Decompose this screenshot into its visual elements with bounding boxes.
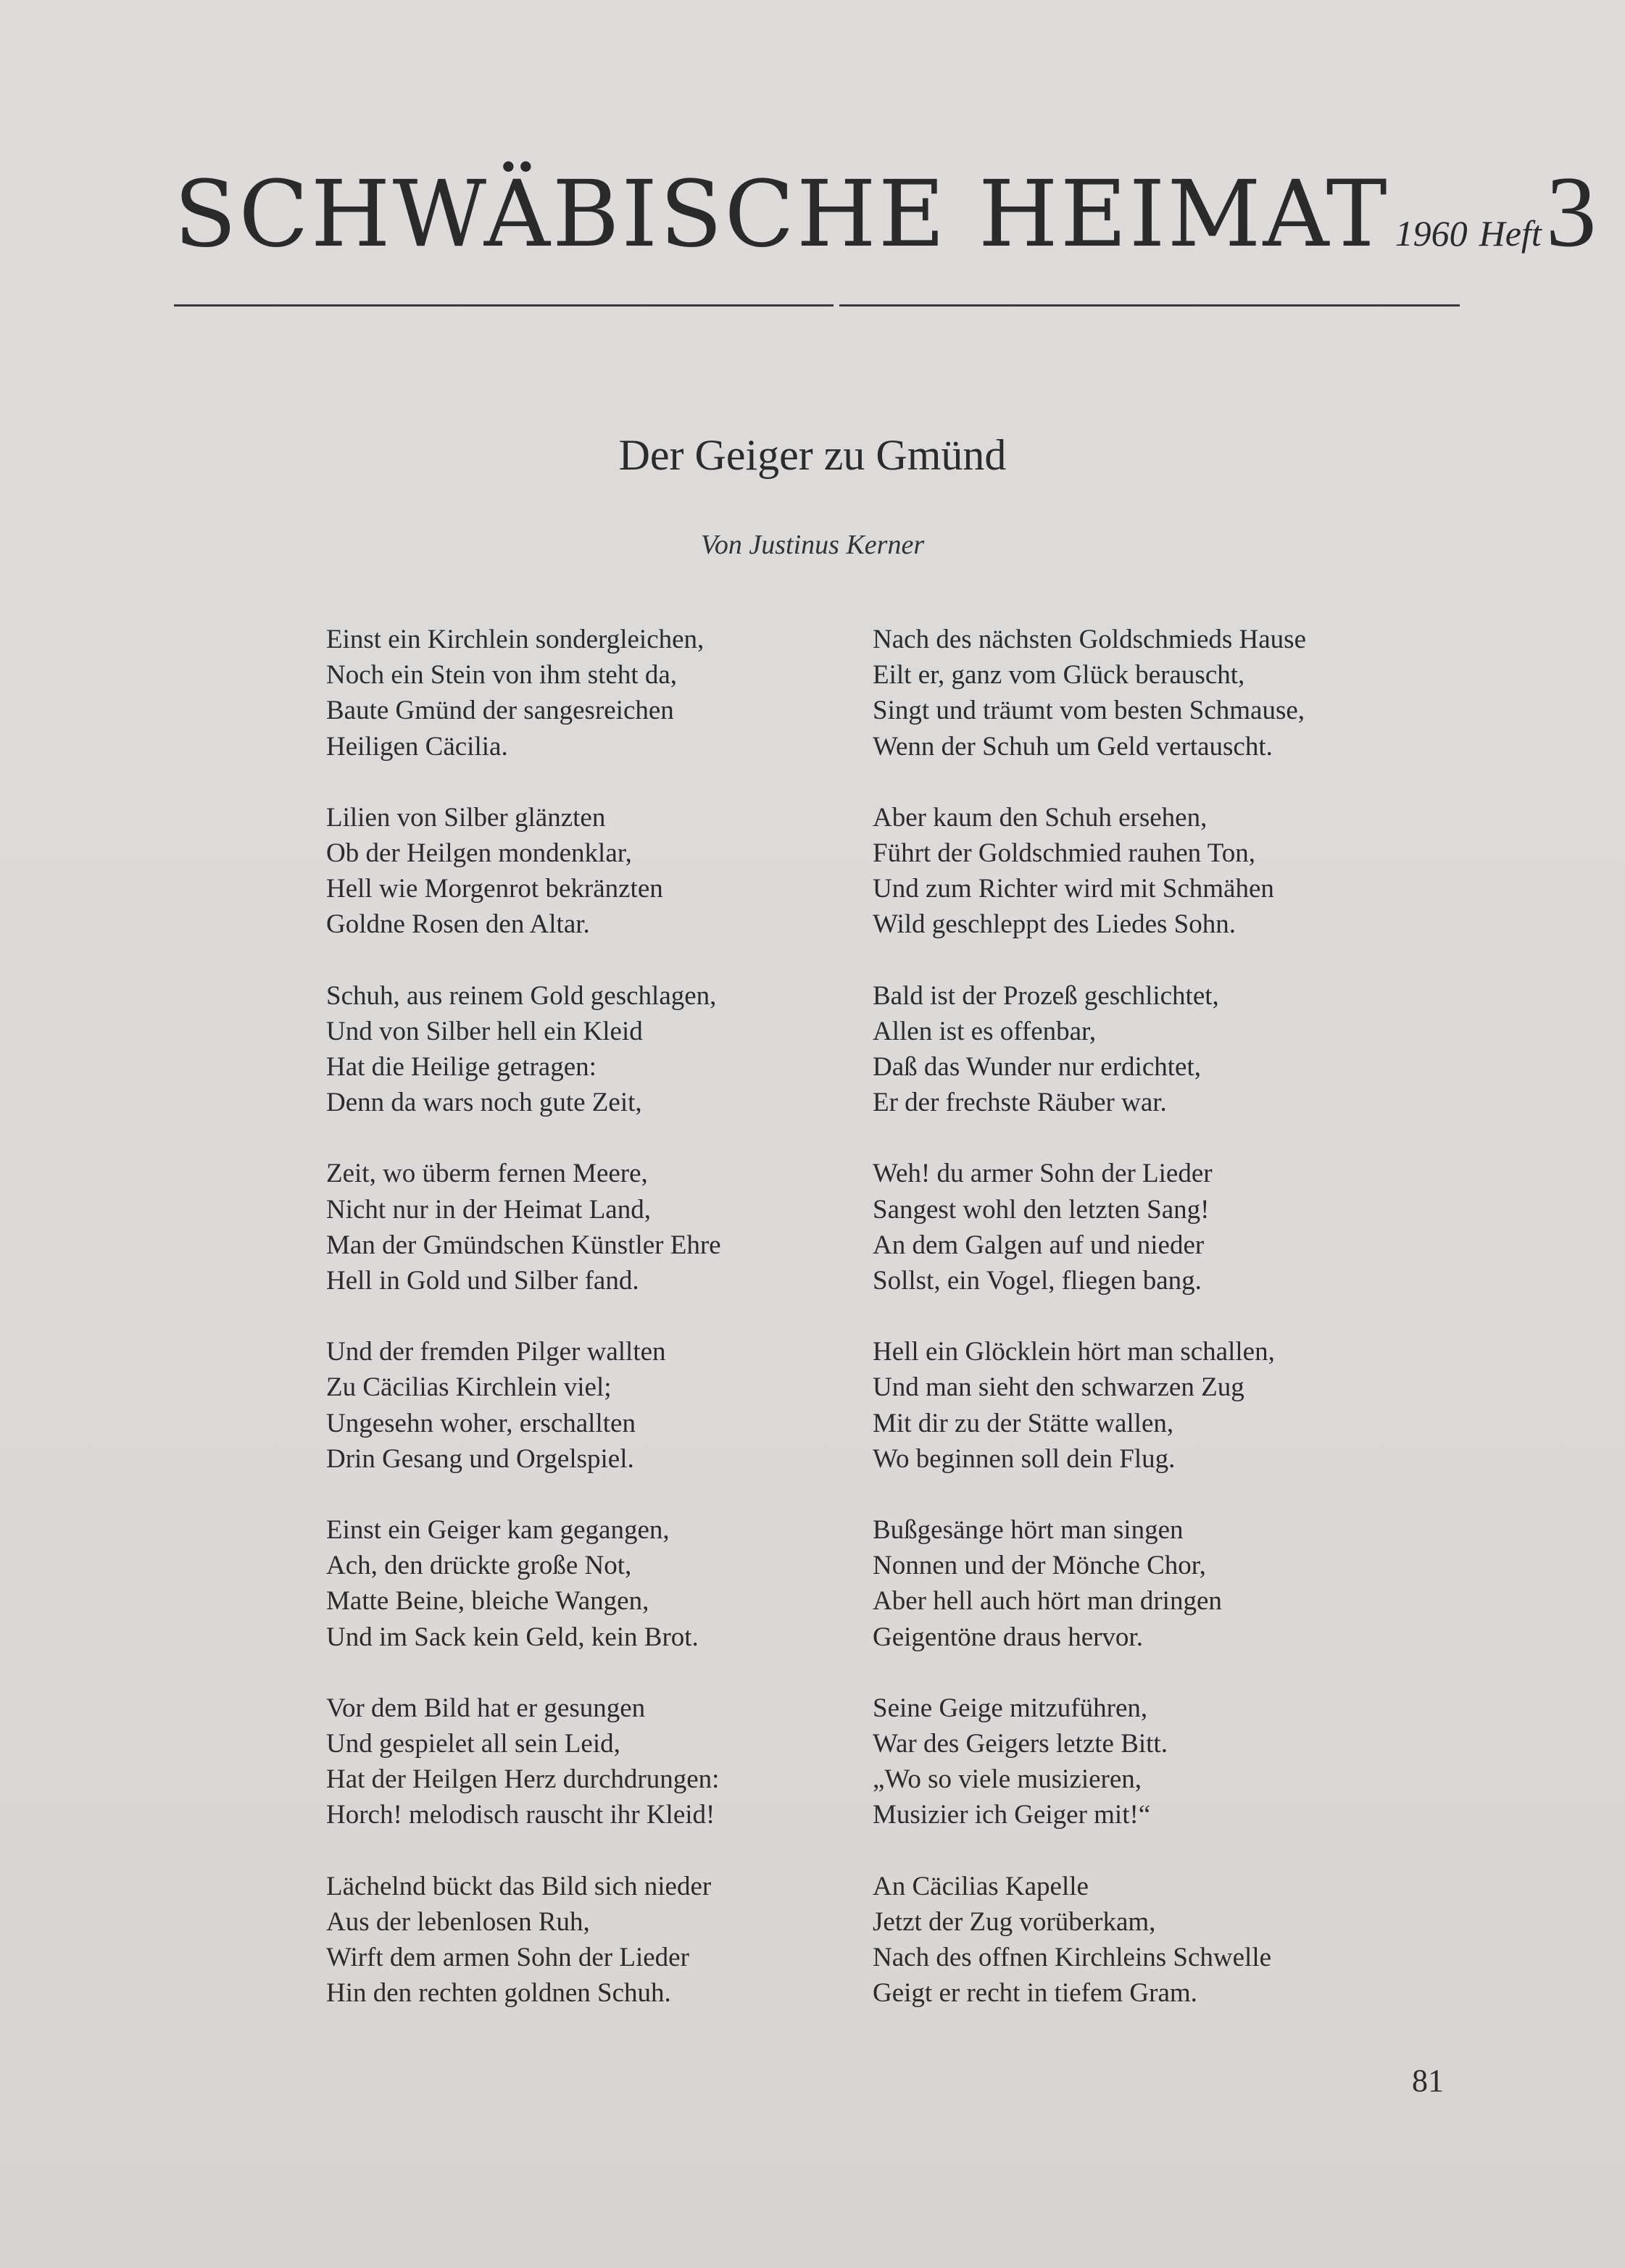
verse-line: Lächelnd bückt das Bild sich nieder <box>326 1871 712 1901</box>
stanza <box>873 1334 1452 1477</box>
verse-line: Goldne Rosen den Altar. <box>326 909 590 940</box>
verse-line: Schuh, aus reinem Gold geschlagen, <box>326 980 717 1011</box>
verse-line: Hat die Heilige getragen: <box>326 1052 597 1083</box>
stanza <box>326 1156 906 1298</box>
verse-line: Wild geschleppt des Liedes Sohn. <box>873 909 1236 940</box>
verse-line: Nach des nächsten Goldschmieds Hause <box>873 625 1306 654</box>
issue-label: Heft <box>1479 213 1542 254</box>
verse-line: Und man sieht den schwarzen Zug <box>873 1372 1244 1403</box>
stanza <box>873 978 1452 1121</box>
verse-line: Und im Sack kein Geld, kein Brot. <box>326 1622 699 1652</box>
issue-year: 1960 <box>1395 213 1468 254</box>
stanza <box>326 1512 906 1655</box>
stanza <box>873 1690 1452 1833</box>
verse-line: Wirft dem armen Sohn der Lieder <box>326 1943 689 1973</box>
verse-line: Horch! melodisch rauscht ihr Kleid! <box>326 1800 715 1830</box>
stanza <box>326 1869 906 2011</box>
verse-line: Wo beginnen soll dein Flug. <box>873 1443 1176 1474</box>
verse-line: Hell ein Glöcklein hört man schallen, <box>873 1337 1275 1367</box>
verse-line: Jetzt der Zug vorüberkam, <box>873 1906 1156 1937</box>
verse-line: Führt der Goldschmied rauhen Ton, <box>873 838 1255 869</box>
verse-line: Singt und träumt vom besten Schmause, <box>873 696 1305 726</box>
verse-line: Nicht nur in der Heimat Land, <box>326 1194 651 1225</box>
stanza <box>326 1334 906 1477</box>
verse-line: Aus der lebenlosen Ruh, <box>326 1906 590 1937</box>
stanza <box>873 1512 1452 1655</box>
verse-line: Seine Geige mitzuführen, <box>873 1693 1148 1723</box>
verse-line: Matte Beine, bleiche Wangen, <box>326 1586 649 1617</box>
verse-line: Ob der Heilgen mondenklar, <box>326 838 632 869</box>
verse-line: Ach, den drückte große Not, <box>326 1551 632 1581</box>
magazine-title: SCHWÄBISCHE HEIMAT <box>174 161 1389 267</box>
verse-line: Baute Gmünd der sangesreichen <box>326 696 674 726</box>
verse-line: Eilt er, ganz vom Glück berauscht, <box>873 660 1245 691</box>
masthead-rule-left <box>174 304 834 307</box>
verse-line: Man der Gmündschen Künstler Ehre <box>326 1230 721 1260</box>
verse-line: Zeit, wo überm fernen Meere, <box>326 1159 648 1189</box>
verse-line: Sollst, ein Vogel, fliegen bang. <box>873 1266 1202 1296</box>
verse-line: Einst ein Kirchlein sondergleichen, <box>326 625 705 654</box>
verse-line: Einst ein Geiger kam gegangen, <box>326 1515 670 1546</box>
verse-line: „Wo so viele musizieren, <box>873 1764 1142 1795</box>
verse-line: Noch ein Stein von ihm steht da, <box>326 660 678 691</box>
verse-line: Hat der Heilgen Herz durchdrungen: <box>326 1764 720 1795</box>
stanza <box>326 622 906 764</box>
verse-line: Bald ist der Prozeß geschlichtet, <box>873 980 1219 1011</box>
poem-column-right <box>873 622 1452 2047</box>
stanza <box>873 622 1452 764</box>
stanza <box>326 800 906 943</box>
verse-line: Geigt er recht in tiefem Gram. <box>873 1978 1197 2009</box>
poem-title: Der Geiger zu Gmünd <box>618 431 1007 479</box>
page-number: 81 <box>1412 2063 1444 2098</box>
verse-line: War des Geigers letzte Bitt. <box>873 1729 1168 1759</box>
verse-line: Daß das Wunder nur erdichtet, <box>873 1052 1201 1083</box>
verse-line: Er der frechste Räuber war. <box>873 1088 1167 1118</box>
verse-line: Drin Gesang und Orgelspiel. <box>326 1443 634 1474</box>
stanza <box>873 1869 1452 2011</box>
poem-column-left <box>326 622 906 2047</box>
verse-line: Ungesehn woher, erschallten <box>326 1408 636 1438</box>
verse-line: Weh! du armer Sohn der Lieder <box>873 1159 1213 1189</box>
verse-line: Geigentöne draus hervor. <box>873 1622 1143 1652</box>
verse-line: An dem Galgen auf und nieder <box>873 1230 1205 1260</box>
stanza <box>873 800 1452 943</box>
verse-line: Wenn der Schuh um Geld vertauscht. <box>873 731 1273 762</box>
verse-line: Sangest wohl den letzten Sang! <box>873 1194 1210 1225</box>
issue-number: 3 <box>1545 156 1597 268</box>
verse-line: Hell in Gold und Silber fand. <box>326 1266 639 1296</box>
verse-line: Zu Cäcilias Kirchlein viel; <box>326 1372 612 1403</box>
verse-line: Denn da wars noch gute Zeit, <box>326 1088 642 1118</box>
verse-line: Und gespielet all sein Leid, <box>326 1729 620 1759</box>
verse-line: Und von Silber hell ein Kleid <box>326 1016 643 1046</box>
masthead-rule-right <box>839 304 1460 307</box>
verse-line: Bußgesänge hört man singen <box>873 1515 1184 1546</box>
stanza <box>326 1690 906 1833</box>
verse-line: Allen ist es offenbar, <box>873 1016 1097 1046</box>
verse-line: Lilien von Silber glänzten <box>326 802 606 833</box>
verse-line: Aber kaum den Schuh ersehen, <box>873 802 1208 833</box>
verse-line: Mit dir zu der Stätte wallen, <box>873 1408 1174 1438</box>
verse-line: Heiligen Cäcilia. <box>326 731 508 762</box>
verse-line: Musizier ich Geiger mit!“ <box>873 1800 1151 1830</box>
verse-line: Hell wie Morgenrot bekränzten <box>326 874 663 904</box>
verse-line: Vor dem Bild hat er gesungen <box>326 1693 646 1723</box>
masthead <box>174 154 1597 268</box>
verse-line: An Cäcilias Kapelle <box>873 1871 1089 1901</box>
stanza <box>326 978 906 1121</box>
stanza <box>873 1156 1452 1298</box>
verse-line: Nonnen und der Mönche Chor, <box>873 1551 1206 1581</box>
poem-author: Von Justinus Kerner <box>700 530 925 560</box>
verse-line: Und der fremden Pilger wallten <box>326 1337 666 1367</box>
verse-line: Hin den rechten goldnen Schuh. <box>326 1978 671 2009</box>
verse-line: Aber hell auch hört man dringen <box>873 1586 1222 1617</box>
verse-line: Nach des offnen Kirchleins Schwelle <box>873 1943 1272 1973</box>
verse-line: Und zum Richter wird mit Schmähen <box>873 874 1274 904</box>
